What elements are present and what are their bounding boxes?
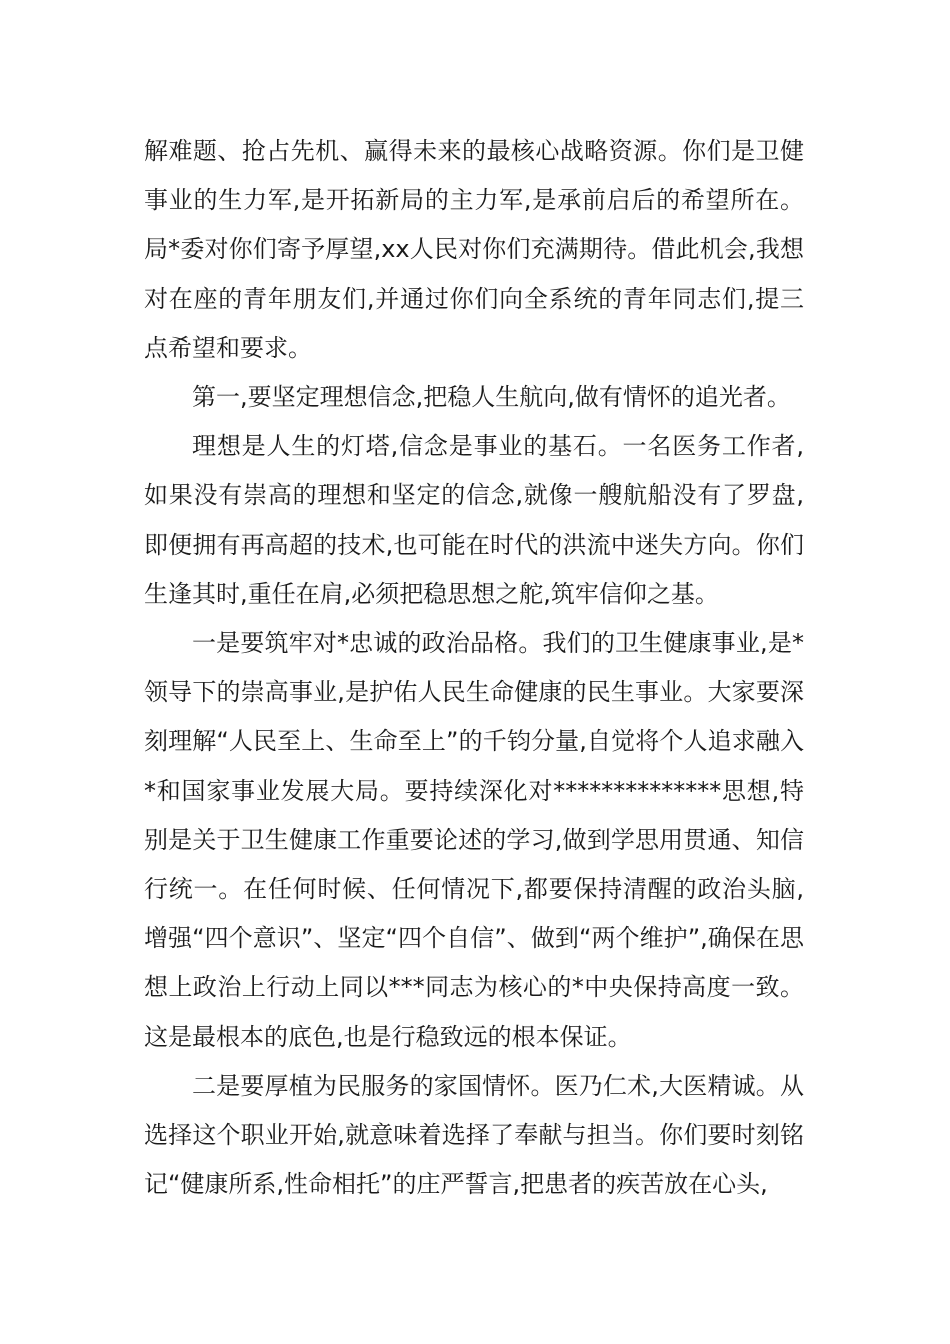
- document-body: [144, 127, 804, 1209]
- paragraph-serve-the-people: 二是要厚植为民服务的家国情怀。医乃仁术,大医精诚。从选择这个职业开始,就意味着选择了奉献与担当。你们要时刻铭记“健康所系,性命相托”的庄严誓言,把患者的疾苦放在心头,: [144, 1071, 804, 1199]
- paragraph-intro-continuation: 解难题、抢占先机、赢得未来的最核心战略资源。你们是卫健事业的生力军,是开拓新局的主力军,是承前启后的希望所在。局*委对你们寄予厚望,xx人民对你们充满期待。借此机会,我想对在座的青年朋友们,并通过你们向全系统的青年同志们,提三点希望和要求。: [144, 137, 804, 362]
- paragraph-ideals-faith: 理想是人生的灯塔,信念是事业的基石。一名医务工作者,如果没有崇高的理想和坚定的信念,就像一艘航船没有了罗盘,即便拥有再高超的技术,也可能在时代的洪流中迷失方向。你们生逢其时,重任在肩,必须把稳思想之舵,筑牢信仰之基。: [144, 432, 804, 608]
- paragraph-political-loyalty: 一是要筑牢对*忠诚的政治品格。我们的卫生健康事业,是*领导下的崇高事业,是护佑人民生命健康的民生事业。大家要深刻理解“人民至上、生命至上”的千钧分量,自觉将个人追求融入*和国家事业发展大局。要持续深化对**************思想,特别是关于卫生健康工作重要论述的学习,做到学思用贯通、知信行统一。在任何时候、任何情况下,都要保持清醒的政治头脑,增强“四个意识”、坚定“四个自信”、做到“两个维护”,确保在思想上政治上行动上同以***同志为核心的*中央保持高度一致。这是最根本的底色,也是行稳致远的根本保证。: [144, 629, 804, 1051]
- paragraph-first-point-heading: 第一,要坚定理想信念,把稳人生航向,做有情怀的追光者。: [192, 383, 791, 412]
